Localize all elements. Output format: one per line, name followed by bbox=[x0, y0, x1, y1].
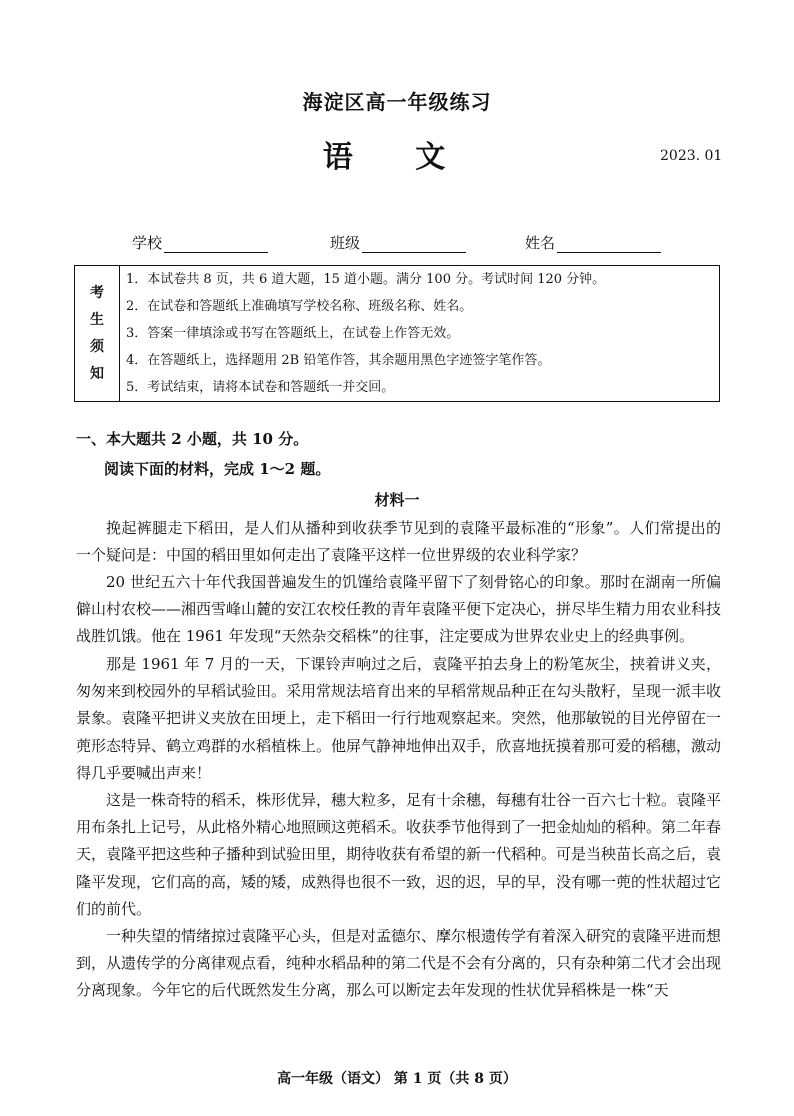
notice-item: 3．答案一律填涂或书写在答题纸上，在试卷上作答无效。 bbox=[126, 326, 460, 341]
name-label: 姓名 bbox=[525, 234, 556, 252]
body-paragraph: 那是 1961 年 7 月的一天，下课铃声响过之后，袁隆平拍去身上的粉笔灰尘，挟着讲义夹，匆匆来到校园外的早稻试验田。采用常规法培育出来的早稻常规品种正在勾头散籽，呈现一派丰收景象。袁隆平把讲义夹放在田埂上，走下稻田一行行地观察起来。突然，他那敏锐的目光停留在一蔸形态特异、鹤立鸡群的水稻植株上。他屏气静神地伸出双手，欣喜地抚摸着那可爱的稻穗，激动得几乎要喊出声来！ bbox=[76, 655, 722, 782]
notice-item: 1．本试卷共 8 页，共 6 道大题，15 道小题。满分 100 分。考试时间 120 分钟。 bbox=[126, 272, 606, 287]
notice-label-char: 须 bbox=[90, 338, 104, 355]
page-title: 海淀区高一年级练习 bbox=[302, 90, 492, 114]
body-paragraph: 20 世纪五六十年代我国普遍发生的饥馑给袁隆平留下了刻骨铭心的印象。那时在湖南一所偏僻山村农校——湘西雪峰山麓的安江农校任教的青年袁隆平便下定决心，拼尽毕生精力用农业科技战胜饥饿。他在 1961 年发现“天然杂交稻株”的往事，注定要成为世界农业史上的经典事例。 bbox=[76, 573, 722, 646]
name-blank[interactable] bbox=[557, 236, 661, 253]
subject-title: 语 文 bbox=[322, 140, 472, 175]
exam-notice-table bbox=[74, 265, 720, 402]
notice-item: 5．考试结束，请将本试卷和答题纸一并交回。 bbox=[126, 380, 395, 395]
school-label: 学校 bbox=[132, 234, 163, 252]
school-field[interactable] bbox=[132, 232, 268, 253]
notice-label bbox=[75, 266, 120, 402]
notice-items bbox=[120, 266, 720, 402]
notice-label-char: 知 bbox=[90, 365, 104, 382]
class-field[interactable] bbox=[330, 232, 466, 253]
class-blank[interactable] bbox=[362, 236, 466, 253]
notice-item: 2．在试卷和答题纸上准确填写学校名称、班级名称、姓名。 bbox=[126, 299, 473, 314]
section-heading: 一、本大题共 2 小题，共 10 分。 bbox=[76, 430, 309, 448]
section-instruction: 阅读下面的材料，完成 1～2 题。 bbox=[104, 460, 331, 478]
body-paragraph: 这是一株奇特的稻禾，株形优异，穗大粒多，足有十余穗，每穗有壮谷一百六七十粒。袁隆平用布条扎上记号，从此格外精心地照顾这蔸稻禾。收获季节他得到了一把金灿灿的稻种。第二年春天，袁隆平把这些种子播种到试验田里，期待收获有希望的新一代稻种。可是当秧苗长高之后，袁隆平发现，它们高的高，矮的矮，成熟得也很不一致，迟的迟，早的早，没有哪一蔸的性状超过它们的前代。 bbox=[76, 791, 722, 918]
notice-label-char: 生 bbox=[90, 311, 104, 328]
notice-label-char: 考 bbox=[90, 284, 104, 301]
name-field[interactable] bbox=[525, 232, 661, 253]
body-paragraph: 挽起裤腿走下稻田，是人们从播种到收获季节见到的袁隆平最标准的“形象”。人们常提出的一个疑问是：中国的稻田里如何走出了袁隆平这样一位世界级的农业科学家？ bbox=[76, 519, 721, 565]
body-paragraph: 一种失望的情绪掠过袁隆平心头，但是对孟德尔、摩尔根遗传学有着深入研究的袁隆平进而想到，从遗传学的分离律观点看，纯种水稻品种的第二代是不会有分离的，只有杂种第二代才会出现分离现象。今年它的后代既然发生分离，那么可以断定去年发现的性状优异稻株是一株“天 bbox=[76, 927, 722, 1000]
class-label: 班级 bbox=[330, 234, 361, 252]
page-footer: 高一年级（语文） 第 1 页（共 8 页） bbox=[277, 1071, 517, 1087]
material-title: 材料一 bbox=[374, 491, 420, 509]
exam-date: 2023. 01 bbox=[660, 148, 723, 164]
notice-item: 4．在答题纸上，选择题用 2B 铅笔作答，其余题用黑色字迹签字笔作答。 bbox=[126, 353, 551, 368]
school-blank[interactable] bbox=[164, 236, 268, 253]
